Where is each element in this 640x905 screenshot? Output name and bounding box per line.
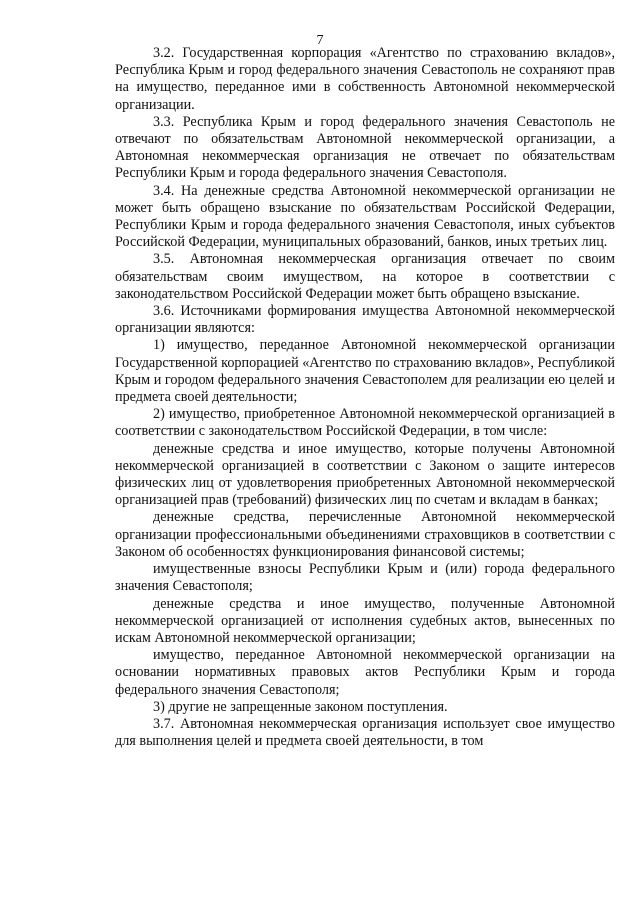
- sub-item-funds-from-law: денежные средства и иное имущество, которые получены Автономной некоммерческой организацией в соответствии с Законом о защите интересов физических лиц от удовлетворения приобретенных Автономной некоммерческой организацией прав (требований) физических лиц по счетам и вкладам в банках;: [115, 440, 615, 509]
- page-number: 7: [316, 33, 324, 48]
- paragraph-3-5: 3.5. Автономная некоммерческая организация отвечает по своим обязательствам своим имуществом, на которое в соответствии с законодательством Российской Федерации может быть обращено взыскание.: [115, 251, 615, 302]
- sub-item-property-contributions: имущественные взносы Республики Крым и (или) города федерального значения Севастополя;: [115, 561, 615, 595]
- document-body: [115, 45, 615, 750]
- sub-item-court-proceeds: денежные средства и иное имущество, полученные Автономной некоммерческой организацией от исполнения судебных актов, вынесенных по искам Автономной некоммерческой организации;: [115, 595, 615, 646]
- paragraph-3-2: 3.2. Государственная корпорация «Агентство по страхованию вкладов», Республика Крым и город федерального значения Севастополь не сохраняют прав на имущество, переданное ими в собственность Автономной некоммерческой организации.: [115, 45, 615, 113]
- paragraph-3-6: 3.6. Источниками формирования имущества Автономной некоммерческой организации являются:: [115, 303, 615, 337]
- paragraph-3-4: 3.4. На денежные средства Автономной некоммерческой организации не может быть обращено взыскание по обязательствам Российской Федерации, Республики Крым и города федерального значения Севастополя, иных субъектов Российской Федерации, муниципальных образований, банков, иных третьих лиц.: [115, 182, 615, 251]
- list-item-1: 1) имущество, переданное Автономной некоммерческой организации Государственной корпорацией «Агентство по страхованию вкладов», Республикой Крым и городом федерального значения Севастополем для реализации ею целей и предмета своей деятельности;: [115, 337, 615, 406]
- list-item-3: 3) другие не запрещенные законом поступления.: [153, 698, 448, 715]
- paragraph-3-7: 3.7. Автономная некоммерческая организация использует свое имущество для выполнения целей и предмета своей деятельности, в том: [115, 715, 615, 750]
- list-item-2: 2) имущество, приобретенное Автономной некоммерческой организацией в соответствии с законодательством Российской Федерации, в том числе:: [115, 406, 615, 440]
- paragraph-3-3: 3.3. Республика Крым и город федерального значения Севастополь не отвечают по обязательствам Автономной некоммерческой организации, а Автономная некоммерческая организация не отвечает по обязательствам Республики Крым и города федерального значения Севастополя.: [115, 113, 615, 182]
- sub-item-funds-from-insurers: денежные средства, перечисленные Автономной некоммерческой организации профессиональными объединениями страховщиков в соответствии с Законом об особенностях функционирования финансовой системы;: [115, 509, 615, 560]
- sub-item-transferred-property: имущество, переданное Автономной некоммерческой организации на основании нормативных правовых актов Республики Крым и города федерального значения Севастополя;: [115, 647, 615, 698]
